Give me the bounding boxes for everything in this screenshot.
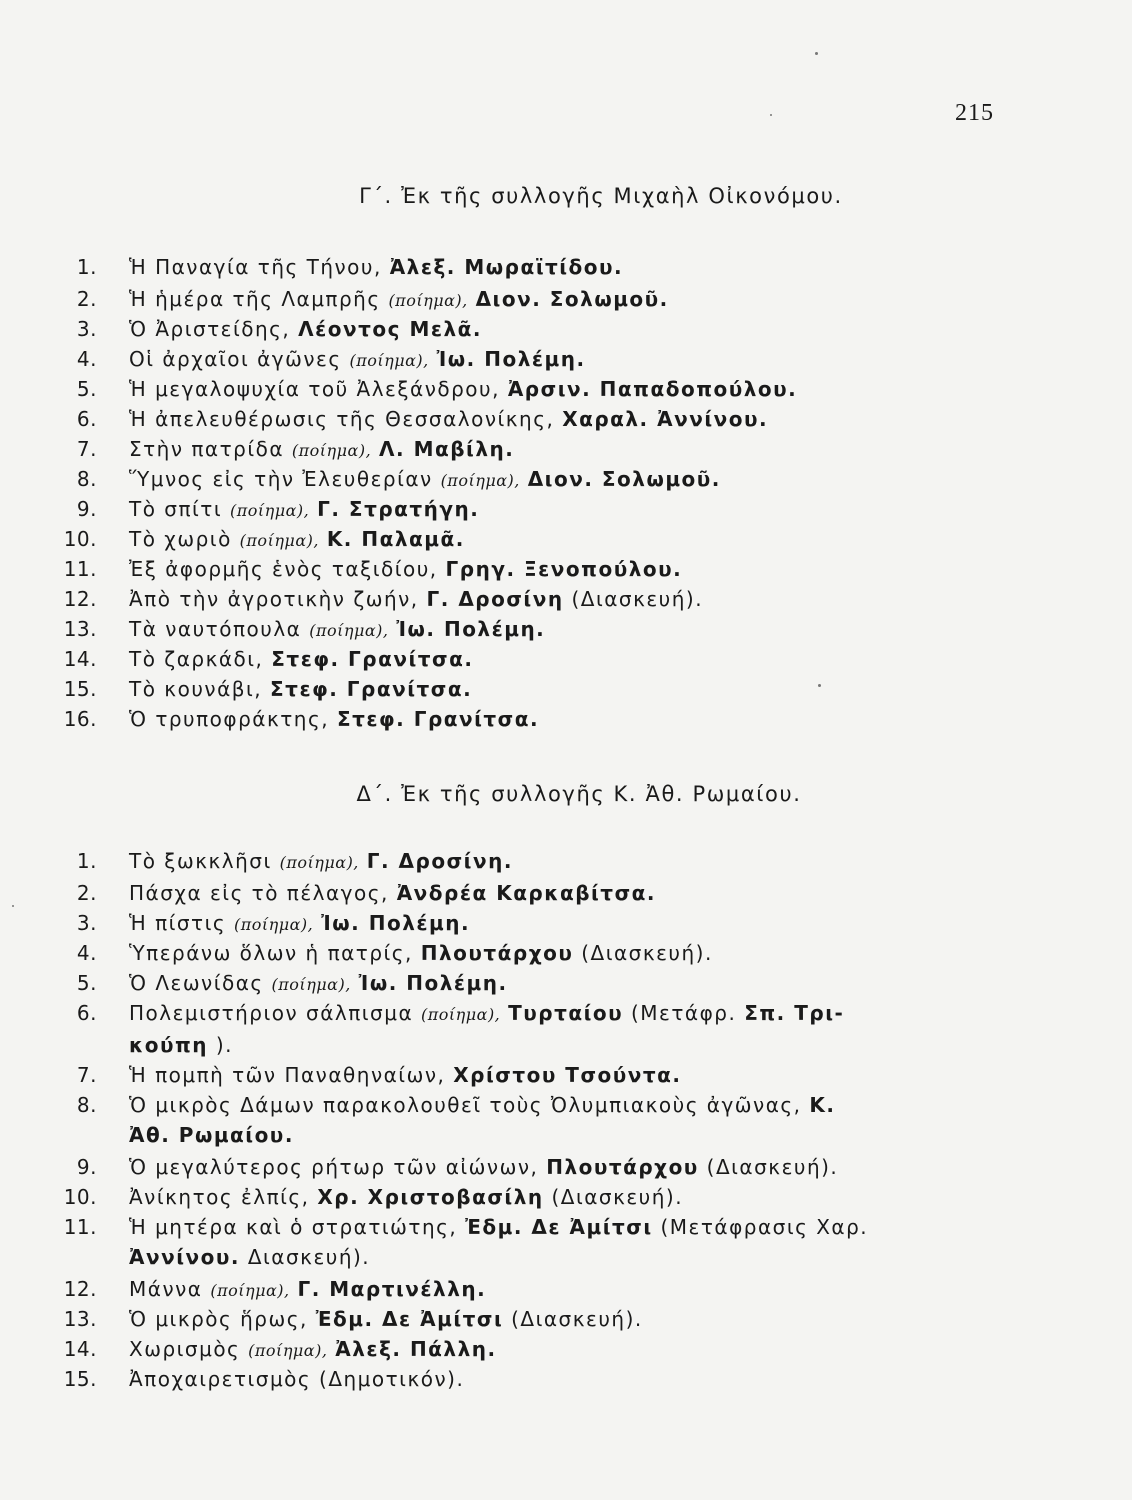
item-number: 12. bbox=[63, 587, 97, 611]
item-entry bbox=[129, 494, 999, 526]
item-entry bbox=[129, 1060, 999, 1090]
item-author-continued: Ἀννίνου. bbox=[129, 1245, 240, 1269]
item-tail-continued: ). bbox=[215, 1033, 234, 1057]
item-note: (ποίημα), bbox=[388, 291, 468, 310]
item-author: Στεφ. Γρανίτσα. bbox=[336, 707, 540, 731]
item-author: Κ. bbox=[809, 1093, 836, 1117]
item-title: Ὁ Λεωνίδας bbox=[129, 971, 264, 995]
item-author: Γρηγ. Ξενοπούλου. bbox=[445, 557, 683, 581]
item-entry bbox=[129, 704, 999, 734]
item-note: (ποίημα), bbox=[239, 531, 319, 550]
item-title: Τὸ ξωκκλῆσι bbox=[129, 849, 272, 873]
item-entry bbox=[129, 284, 999, 316]
speck bbox=[818, 684, 821, 687]
item-author: Γ. Δροσίνη. bbox=[366, 849, 513, 873]
item-number: 6. bbox=[76, 407, 97, 431]
item-author: Ἐδμ. Δε Ἀμίτσι bbox=[465, 1215, 653, 1239]
item-entry bbox=[129, 938, 999, 968]
item-number: 3. bbox=[76, 911, 97, 935]
item-entry bbox=[129, 644, 999, 674]
item-number: 7. bbox=[76, 437, 97, 461]
item-entry bbox=[129, 1152, 999, 1182]
item-number: 7. bbox=[76, 1063, 97, 1087]
item-entry bbox=[129, 1304, 999, 1334]
item-number: 2. bbox=[76, 881, 97, 905]
item-title: Οἱ ἀρχαῖοι ἀγῶνες bbox=[129, 347, 342, 371]
item-number: 15. bbox=[63, 1367, 97, 1391]
item-title: Ἡ ἀπελευθέρωσις τῆς Θεσσαλονίκης, bbox=[129, 407, 555, 431]
item-author: Χρίστου Τσούντα. bbox=[453, 1063, 682, 1087]
item-entry bbox=[129, 998, 999, 1060]
item-entry bbox=[129, 1364, 999, 1394]
item-entry bbox=[129, 1182, 999, 1212]
item-note: (ποίημα), bbox=[291, 441, 372, 460]
item-title: Τὸ σπίτι bbox=[129, 497, 223, 521]
item-number: 10. bbox=[63, 527, 97, 551]
speck bbox=[770, 114, 772, 116]
item-note: (ποίημα), bbox=[349, 351, 429, 370]
item-number: 12. bbox=[63, 1277, 97, 1301]
item-author: Ἀλεξ. Πάλλη. bbox=[335, 1337, 497, 1361]
item-number: 4. bbox=[76, 347, 97, 371]
item-title: Ὁ μικρὸς ἥρως, bbox=[129, 1307, 308, 1331]
item-note: (ποίημα), bbox=[440, 471, 520, 490]
item-entry bbox=[129, 404, 999, 434]
item-title: Ἀνίκητος ἐλπίς, bbox=[129, 1185, 310, 1209]
item-entry bbox=[129, 374, 999, 404]
item-author: Ἀνδρέα Καρκαβίτσα. bbox=[396, 881, 656, 905]
item-number: 14. bbox=[63, 1337, 97, 1361]
item-title: Ἡ Παναγία τῆς Τήνου, bbox=[129, 255, 382, 279]
item-entry bbox=[129, 674, 999, 704]
item-title: Τὸ χωριὸ bbox=[129, 527, 232, 551]
item-title: Στὴν πατρίδα bbox=[129, 437, 285, 461]
item-note: (ποίημα), bbox=[229, 501, 310, 520]
item-tail: (Μετάφρ. bbox=[631, 1001, 737, 1025]
item-entry bbox=[129, 464, 999, 496]
item-title: Ὁ μικρὸς Δάμων παρακολουθεῖ τοὺς Ὀλυμπιακοὺς ἀγῶνας, bbox=[129, 1093, 802, 1117]
item-number: 6. bbox=[76, 1001, 97, 1025]
item-number: 3. bbox=[76, 317, 97, 341]
item-author: Λέοντος Μελᾶ. bbox=[298, 317, 482, 341]
item-entry bbox=[129, 252, 999, 282]
item-title: Πάσχα εἰς τὸ πέλαγος, bbox=[129, 881, 389, 905]
item-title: Ὁ μεγαλύτερος ρήτωρ τῶν αἰώνων, bbox=[129, 1155, 539, 1179]
item-number: 4. bbox=[76, 941, 97, 965]
section-c-heading: Γ΄. Ἐκ τῆς συλλογῆς Μιχαὴλ Οἰκονόμου. bbox=[359, 184, 843, 208]
item-note: (ποίημα), bbox=[279, 853, 359, 872]
item-entry bbox=[129, 554, 999, 584]
item-title: Ἀπὸ τὴν ἀγροτικὴν ζωήν, bbox=[129, 587, 419, 611]
item-number: 11. bbox=[63, 557, 97, 581]
item-tail: (Διασκευή). bbox=[551, 1185, 684, 1209]
item-title: Ἡ πομπὴ τῶν Παναθηναίων, bbox=[129, 1063, 446, 1087]
item-title: Ὑπεράνω ὅλων ἡ πατρίς, bbox=[129, 941, 413, 965]
item-number: 5. bbox=[76, 377, 97, 401]
item-entry bbox=[129, 314, 999, 344]
item-entry bbox=[129, 434, 999, 466]
item-tail: (Διασκευή). bbox=[511, 1307, 643, 1331]
item-title: Ἡ μεγαλοψυχία τοῦ Ἀλεξάνδρου, bbox=[129, 377, 500, 401]
item-author: Ἰω. Πολέμη. bbox=[396, 617, 546, 641]
item-author-continued: κούπη bbox=[129, 1033, 209, 1057]
item-author: Στεφ. Γρανίτσα. bbox=[271, 647, 474, 671]
item-entry bbox=[129, 878, 999, 908]
item-note: (ποίημα), bbox=[233, 915, 314, 934]
item-author-extra: Σπ. Τρι- bbox=[744, 1001, 845, 1025]
item-note: (ποίημα), bbox=[309, 621, 389, 640]
item-title: Μάννα bbox=[129, 1277, 203, 1301]
item-author: Ἰω. Πολέμη. bbox=[436, 347, 586, 371]
item-number: 8. bbox=[76, 467, 97, 491]
item-note: (ποίημα), bbox=[210, 1281, 290, 1300]
item-author: Πλουτάρχου bbox=[546, 1155, 699, 1179]
item-title: Ἀποχαιρετισμὸς (Δημοτικόν). bbox=[129, 1367, 465, 1391]
item-author: Ἰω. Πολέμη. bbox=[321, 911, 471, 935]
item-entry bbox=[129, 524, 999, 556]
item-note: (ποίημα), bbox=[271, 975, 351, 994]
item-title: Τὸ κουνάβι, bbox=[129, 677, 263, 701]
item-title: Ὁ τρυποφράκτης, bbox=[129, 707, 330, 731]
item-author: Διον. Σολωμοῦ. bbox=[527, 467, 721, 491]
item-entry bbox=[129, 1334, 999, 1366]
speck bbox=[12, 905, 14, 907]
item-author: Γ. Μαρτινέλλη. bbox=[297, 1277, 487, 1301]
item-author: Στεφ. Γρανίτσα. bbox=[270, 677, 473, 701]
item-note: (ποίημα), bbox=[248, 1341, 328, 1360]
item-title: Ἡ ἡμέρα τῆς Λαμπρῆς bbox=[129, 287, 381, 311]
item-entry bbox=[129, 846, 999, 878]
item-note: (ποίημα), bbox=[420, 1005, 501, 1024]
item-number: 9. bbox=[76, 497, 97, 521]
item-title: Τὰ ναυτόπουλα bbox=[129, 617, 302, 641]
item-entry bbox=[129, 614, 999, 646]
item-number: 14. bbox=[63, 647, 97, 671]
item-tail: (Μετάφρασις Χαρ. bbox=[660, 1215, 869, 1239]
item-tail-continued: Διασκευή). bbox=[247, 1245, 371, 1269]
item-author: Πλουτάρχου bbox=[420, 941, 574, 965]
item-title: Ἐξ ἀφορμῆς ἑνὸς ταξιδίου, bbox=[129, 557, 438, 581]
section-d-heading: Δ΄. Ἐκ τῆς συλλογῆς Κ. Ἀθ. Ρωμαίου. bbox=[356, 782, 802, 806]
item-entry bbox=[129, 908, 999, 940]
item-title: Πολεμιστήριον σάλπισμα bbox=[129, 1001, 414, 1025]
item-number: 11. bbox=[63, 1215, 97, 1239]
item-number: 2. bbox=[76, 287, 97, 311]
item-author: Γ. Στρατήγη. bbox=[317, 497, 480, 521]
item-number: 15. bbox=[63, 677, 97, 701]
item-number: 1. bbox=[76, 849, 97, 873]
item-number: 10. bbox=[63, 1185, 97, 1209]
item-number: 1. bbox=[76, 255, 97, 279]
item-tail: (Διασκευή). bbox=[571, 587, 704, 611]
item-author: Τυρταίου bbox=[508, 1001, 624, 1025]
item-title: Χωρισμὸς bbox=[129, 1337, 241, 1361]
item-author-continued: Ἀθ. Ρωμαίου. bbox=[129, 1123, 294, 1147]
speck bbox=[815, 52, 818, 55]
item-author: Χαραλ. Ἀννίνου. bbox=[562, 407, 769, 431]
item-entry bbox=[129, 1212, 999, 1272]
item-title: Ἡ πίστις bbox=[129, 911, 227, 935]
item-author: Διον. Σολωμοῦ. bbox=[475, 287, 669, 311]
item-tail: (Διασκευή). bbox=[706, 1155, 839, 1179]
item-author: Κ. Παλαμᾶ. bbox=[326, 527, 465, 551]
page-number: 215 bbox=[955, 100, 994, 126]
item-number: 16. bbox=[63, 707, 97, 731]
item-author: Γ. Δροσίνη bbox=[426, 587, 564, 611]
item-number: 13. bbox=[63, 1307, 97, 1331]
item-author: Ἰω. Πολέμη. bbox=[358, 971, 508, 995]
item-title: Τὸ ζαρκάδι, bbox=[129, 647, 264, 671]
item-author: Ἀλεξ. Μωραϊτίδου. bbox=[389, 255, 624, 279]
item-title: Ὕμνος εἰς τὴν Ἐλευθερίαν bbox=[129, 467, 433, 491]
item-author: Ἀρσιν. Παπαδοπούλου. bbox=[507, 377, 798, 401]
item-entry bbox=[129, 968, 999, 1000]
item-number: 13. bbox=[63, 617, 97, 641]
item-title: Ἡ μητέρα καὶ ὁ στρατιώτης, bbox=[129, 1215, 458, 1239]
item-author: Λ. Μαβίλη. bbox=[379, 437, 515, 461]
item-author: Ἐδμ. Δε Ἀμίτσι bbox=[315, 1307, 504, 1331]
item-number: 8. bbox=[76, 1093, 97, 1117]
item-number: 5. bbox=[76, 971, 97, 995]
item-entry bbox=[129, 584, 999, 614]
item-tail: (Διασκευή). bbox=[581, 941, 713, 965]
item-entry bbox=[129, 1090, 999, 1150]
item-title: Ὁ Ἀριστείδης, bbox=[129, 317, 291, 341]
item-number: 9. bbox=[76, 1155, 97, 1179]
item-entry bbox=[129, 1274, 999, 1306]
item-author: Χρ. Χριστοβασίλη bbox=[317, 1185, 544, 1209]
item-entry bbox=[129, 344, 999, 376]
